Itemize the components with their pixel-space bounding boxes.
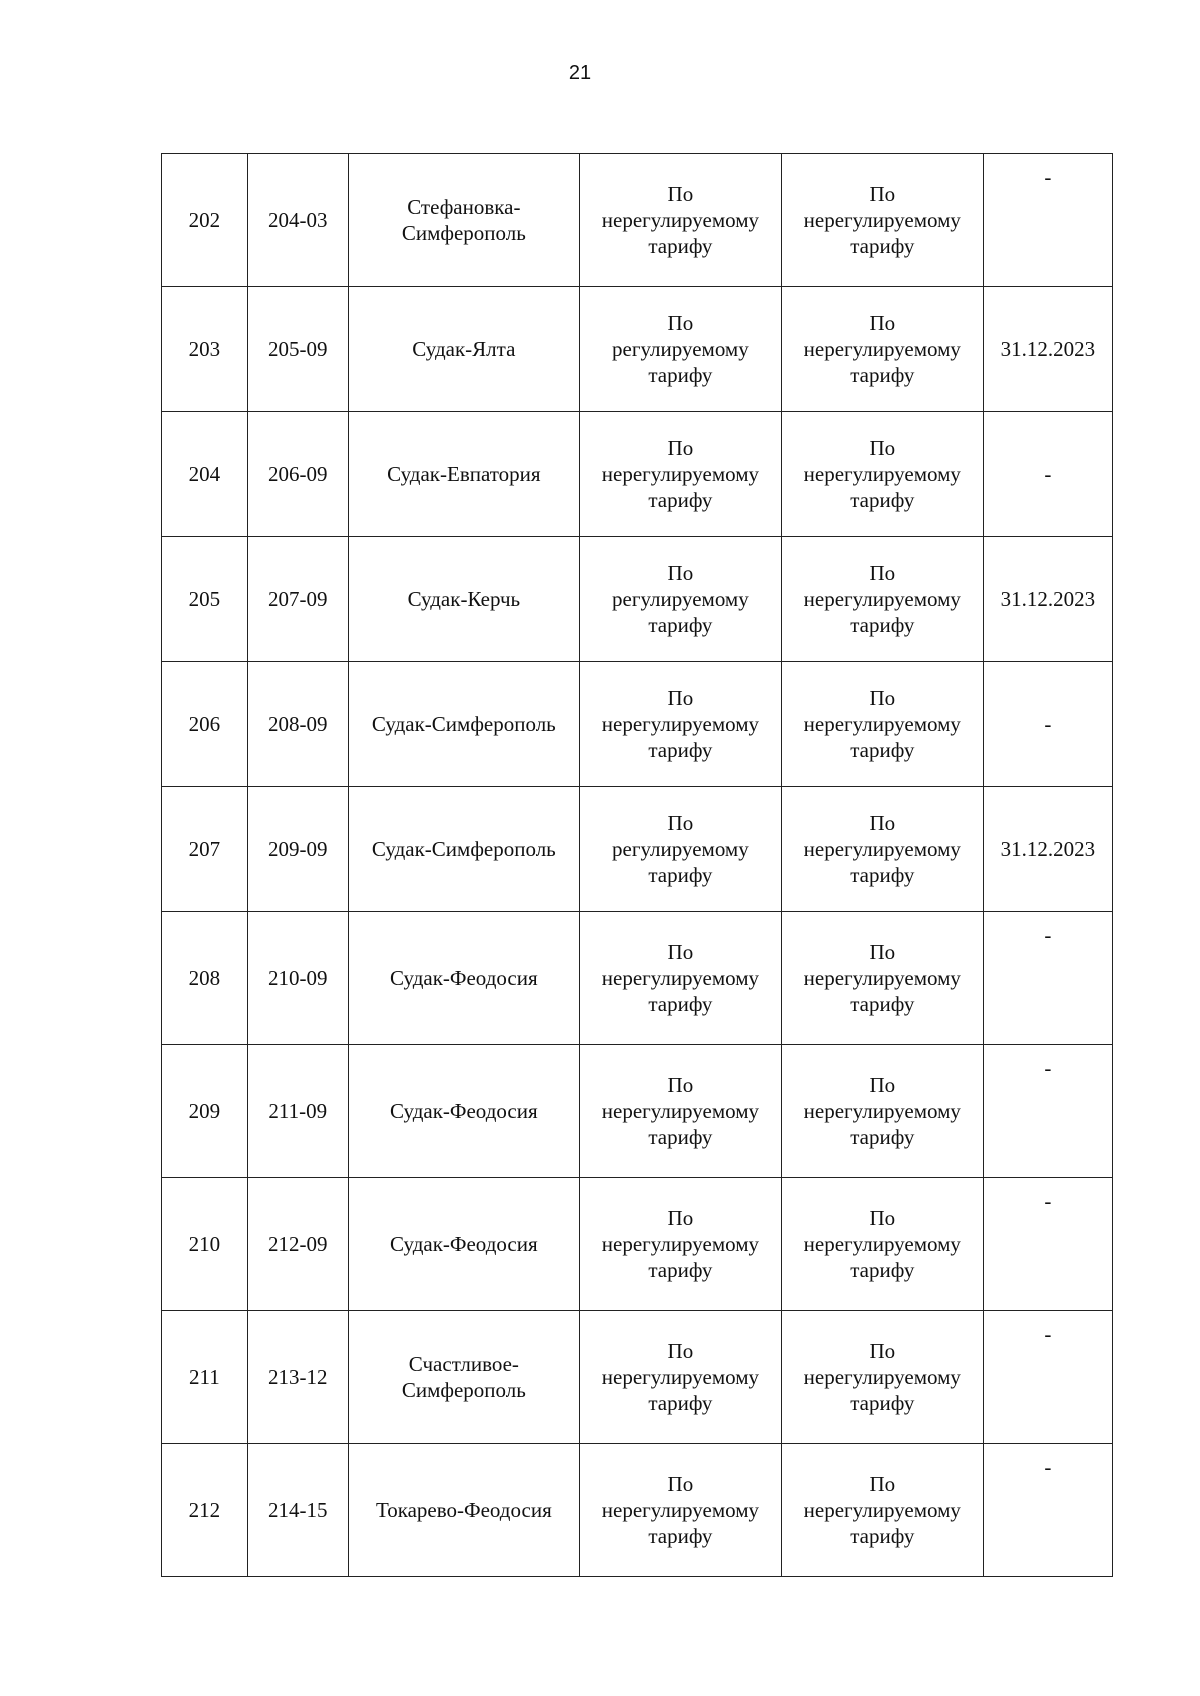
current-tariff-cell: По нерегулируемому тарифу xyxy=(579,1444,781,1577)
page-number: 21 xyxy=(568,62,592,84)
route-name-cell: Судак-Симферополь xyxy=(348,787,579,912)
table-row xyxy=(162,412,1113,537)
planned-tariff-cell: По нерегулируемому тарифу xyxy=(781,662,983,787)
planned-tariff-cell: По нерегулируемому тарифу xyxy=(781,154,983,287)
route-name-cell: Судак-Симферополь xyxy=(348,662,579,787)
date-cell: - xyxy=(983,1311,1112,1444)
planned-tariff-cell: По нерегулируемому тарифу xyxy=(781,287,983,412)
route-code-cell: 213-12 xyxy=(247,1311,348,1444)
route-code-cell: 205-09 xyxy=(247,287,348,412)
route-code-cell: 214-15 xyxy=(247,1444,348,1577)
planned-tariff-cell: По нерегулируемому тарифу xyxy=(781,1178,983,1311)
planned-tariff-cell: По нерегулируемому тарифу xyxy=(781,1045,983,1178)
table-row xyxy=(162,1311,1113,1444)
current-tariff-cell: По нерегулируемому тарифу xyxy=(579,1311,781,1444)
table-row xyxy=(162,287,1113,412)
route-code-cell: 211-09 xyxy=(247,1045,348,1178)
table-row xyxy=(162,662,1113,787)
date-cell: - xyxy=(983,412,1112,537)
routes-table-body xyxy=(162,154,1113,1577)
date-cell: - xyxy=(983,662,1112,787)
table-row xyxy=(162,787,1113,912)
table-row xyxy=(162,154,1113,287)
routes-table xyxy=(161,153,1113,1577)
route-code-cell: 210-09 xyxy=(247,912,348,1045)
route-code-cell: 206-09 xyxy=(247,412,348,537)
row-number-cell: 206 xyxy=(162,662,248,787)
table-row xyxy=(162,912,1113,1045)
route-code-cell: 212-09 xyxy=(247,1178,348,1311)
route-name-cell: Судак-Феодосия xyxy=(348,1045,579,1178)
current-tariff-cell: По нерегулируемому тарифу xyxy=(579,912,781,1045)
route-name-cell: Судак-Ялта xyxy=(348,287,579,412)
row-number-cell: 209 xyxy=(162,1045,248,1178)
row-number-cell: 205 xyxy=(162,537,248,662)
row-number-cell: 207 xyxy=(162,787,248,912)
date-cell: 31.12.2023 xyxy=(983,287,1112,412)
table-row xyxy=(162,1045,1113,1178)
route-name-cell: Счастливое- Симферополь xyxy=(348,1311,579,1444)
route-name-cell: Судак-Феодосия xyxy=(348,912,579,1045)
date-cell: - xyxy=(983,1045,1112,1178)
route-name-cell: Судак-Феодосия xyxy=(348,1178,579,1311)
current-tariff-cell: По нерегулируемому тарифу xyxy=(579,154,781,287)
date-cell: 31.12.2023 xyxy=(983,787,1112,912)
row-number-cell: 211 xyxy=(162,1311,248,1444)
current-tariff-cell: По нерегулируемому тарифу xyxy=(579,1178,781,1311)
route-name-cell: Токарево-Феодосия xyxy=(348,1444,579,1577)
row-number-cell: 210 xyxy=(162,1178,248,1311)
route-name-cell: Стефановка- Симферополь xyxy=(348,154,579,287)
date-cell: - xyxy=(983,1178,1112,1311)
table-row xyxy=(162,537,1113,662)
planned-tariff-cell: По нерегулируемому тарифу xyxy=(781,1444,983,1577)
route-code-cell: 204-03 xyxy=(247,154,348,287)
route-code-cell: 209-09 xyxy=(247,787,348,912)
planned-tariff-cell: По нерегулируемому тарифу xyxy=(781,912,983,1045)
route-code-cell: 207-09 xyxy=(247,537,348,662)
route-name-cell: Судак-Керчь xyxy=(348,537,579,662)
row-number-cell: 208 xyxy=(162,912,248,1045)
current-tariff-cell: По нерегулируемому тарифу xyxy=(579,1045,781,1178)
current-tariff-cell: По регулируемому тарифу xyxy=(579,537,781,662)
date-cell: - xyxy=(983,154,1112,287)
table-row xyxy=(162,1178,1113,1311)
date-cell: - xyxy=(983,1444,1112,1577)
current-tariff-cell: По нерегулируемому тарифу xyxy=(579,662,781,787)
date-cell: 31.12.2023 xyxy=(983,537,1112,662)
table-row xyxy=(162,1444,1113,1577)
current-tariff-cell: По нерегулируемому тарифу xyxy=(579,412,781,537)
planned-tariff-cell: По нерегулируемому тарифу xyxy=(781,412,983,537)
planned-tariff-cell: По нерегулируемому тарифу xyxy=(781,1311,983,1444)
row-number-cell: 204 xyxy=(162,412,248,537)
current-tariff-cell: По регулируемому тарифу xyxy=(579,787,781,912)
current-tariff-cell: По регулируемому тарифу xyxy=(579,287,781,412)
planned-tariff-cell: По нерегулируемому тарифу xyxy=(781,537,983,662)
date-cell: - xyxy=(983,912,1112,1045)
route-name-cell: Судак-Евпатория xyxy=(348,412,579,537)
row-number-cell: 212 xyxy=(162,1444,248,1577)
row-number-cell: 202 xyxy=(162,154,248,287)
route-code-cell: 208-09 xyxy=(247,662,348,787)
planned-tariff-cell: По нерегулируемому тарифу xyxy=(781,787,983,912)
row-number-cell: 203 xyxy=(162,287,248,412)
